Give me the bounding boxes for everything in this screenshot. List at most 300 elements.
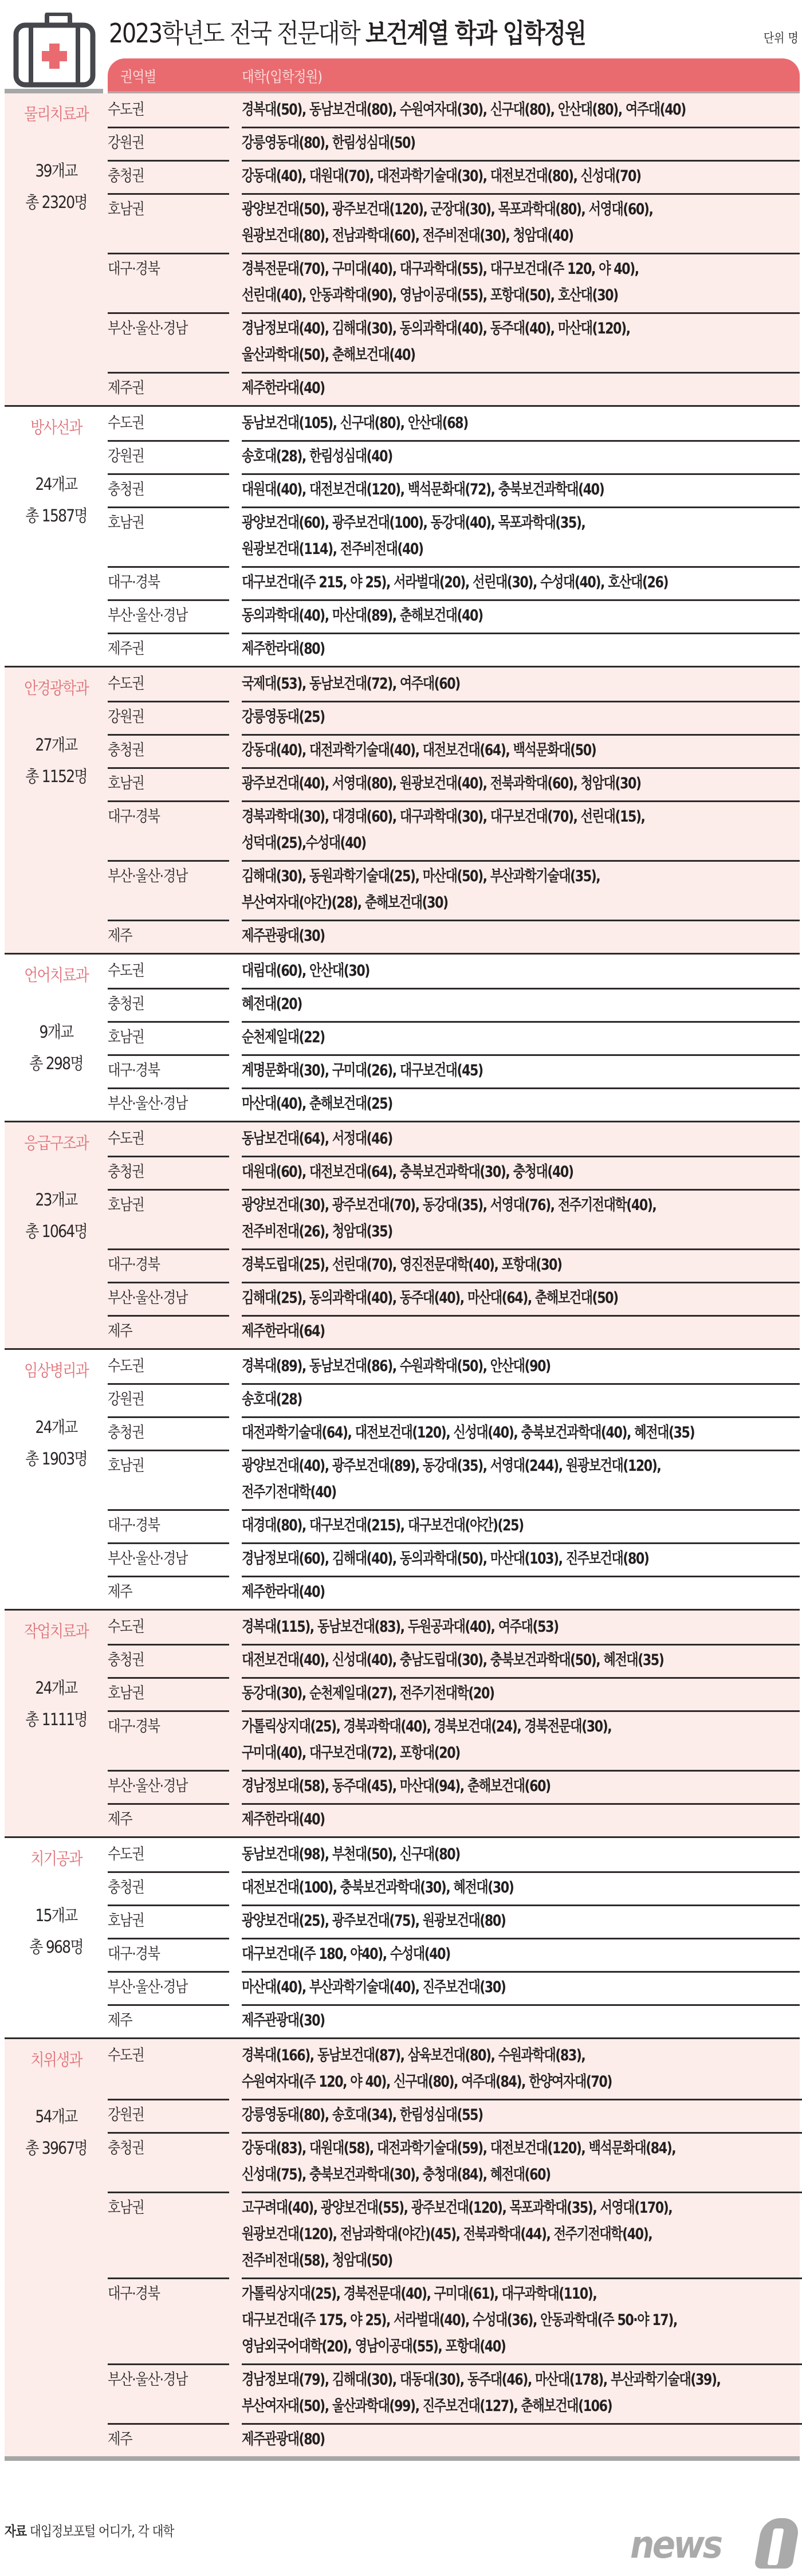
region-cell [108, 860, 242, 920]
university-list-line: 강동대(83), 대원대(58), 대전과학기술대(59), 대전보건대(120), 백석문화대(84), [242, 2139, 676, 2157]
university-cell [242, 800, 800, 860]
university-cell [242, 1871, 800, 1904]
title-area [0, 0, 802, 93]
region-cell [108, 1611, 242, 1644]
table-row [108, 1611, 800, 1644]
university-list-line: 경북과학대(30), 대경대(60), 대구과학대(30), 대구보건대(70), 선린대(15), [242, 808, 645, 826]
table-row [108, 566, 800, 599]
source-text: 대입정보포털 어디가, 각 대학 [29, 2523, 174, 2539]
region-cell [108, 920, 242, 953]
table-row [108, 2004, 800, 2037]
department-name: 치기공과 [30, 1849, 82, 1868]
university-cell [242, 1644, 800, 1677]
region-name: 호남권 [108, 1196, 144, 1214]
department-name: 방사선과 [30, 418, 82, 437]
table-row [108, 1383, 800, 1416]
region-name: 부산·울산·경남 [108, 1777, 188, 1795]
department-label [5, 667, 108, 953]
region-cell [108, 734, 242, 767]
region-name: 제주 [108, 2430, 132, 2448]
university-list-line: 동남보건대(105), 신구대(80), 안산대(68) [242, 414, 468, 432]
university-cell [242, 1189, 800, 1248]
school-count: 24개교 [35, 1417, 77, 1437]
enrollment-total: 총 1903명 [25, 1449, 87, 1468]
university-list-line: 마산대(40), 춘해보건대(25) [242, 1095, 392, 1113]
region-name: 충청권 [108, 1879, 144, 1896]
table-row [108, 599, 800, 633]
department-name: 언어치료과 [24, 965, 88, 985]
school-count: 15개교 [35, 1906, 77, 1925]
region-cell [108, 1938, 242, 1971]
university-list-line: 동남보건대(98), 부천대(50), 신구대(80) [242, 1845, 460, 1863]
region-cell [108, 1871, 242, 1904]
table-row [108, 988, 800, 1021]
university-list-line: 가톨릭상지대(25), 경북과학대(40), 경북보건대(24), 경북전문대(30), [242, 1718, 612, 1735]
school-count: 24개교 [35, 1678, 77, 1698]
region-name: 강원권 [108, 1391, 144, 1408]
department-name: 응급구조과 [24, 1133, 88, 1153]
region-cell [108, 1122, 242, 1156]
department-name: 치위생과 [30, 2050, 82, 2070]
region-name: 호남권 [108, 1912, 144, 1930]
university-list-line: 동의과학대(40), 마산대(89), 춘해보건대(40) [242, 607, 483, 625]
region-name: 충청권 [108, 2139, 144, 2157]
source-label: 자료 [5, 2523, 27, 2539]
first-aid-kit-icon [11, 13, 97, 88]
region-name: 대구·경북 [108, 1945, 160, 1963]
university-list-line: 광양보건대(30), 광주보건대(70), 동강대(35), 서영대(76), 전주기전대학(40), [242, 1196, 656, 1214]
region-cell [108, 1904, 242, 1938]
region-cell [108, 1350, 242, 1383]
university-list-line: 광주보건대(40), 서영대(80), 원광보건대(40), 전북과학대(60), 청암대(30) [242, 775, 641, 792]
region-cell [108, 1054, 242, 1087]
table-row [108, 1644, 800, 1677]
table-row [108, 1542, 800, 1576]
region-name: 강원권 [108, 134, 144, 152]
university-list-line: 전주기전대학(40) [242, 1483, 336, 1501]
region-cell [108, 1189, 242, 1248]
university-list-line: 광양보건대(25), 광주보건대(75), 원광보건대(80) [242, 1912, 506, 1930]
university-list-line: 제주한라대(40) [242, 1583, 325, 1601]
department-label [5, 1122, 108, 1348]
region-cell [108, 160, 242, 193]
table-row [108, 1509, 800, 1542]
department-label [5, 1611, 108, 1836]
table-row [108, 372, 800, 405]
region-name: 수도권 [108, 414, 144, 432]
department-name: 물리치료과 [24, 104, 88, 124]
department-block [5, 953, 800, 1121]
university-list-line: 경남정보대(60), 김해대(40), 동의과학대(50), 마산대(103), 진주보건대(80) [242, 1550, 649, 1568]
region-cell [108, 1156, 242, 1189]
university-list-line: 제주한라대(64) [242, 1322, 325, 1340]
university-list-line: 제주한라대(40) [242, 1811, 325, 1828]
news1-logo [630, 2518, 796, 2570]
university-cell [242, 160, 800, 193]
university-list-line: 부산여자대(50), 울산과학대(99), 진주보건대(127), 춘해보건대(106) [242, 2397, 612, 2415]
university-list-line: 영남외국어대학(20), 영남이공대(55), 포항대(40) [242, 2338, 506, 2355]
university-list-line: 부산여자대(야간)(28), 춘해보건대(30) [242, 894, 448, 912]
university-list-line: 강동대(40), 대원대(70), 대전과학기술대(30), 대전보건대(80), 신성대(70) [242, 167, 641, 185]
university-cell [242, 1938, 800, 1971]
university-cell [242, 1122, 800, 1156]
department-block [5, 1836, 800, 2037]
table-row [108, 701, 800, 734]
university-cell [242, 1087, 800, 1121]
region-cell [108, 127, 242, 160]
department-label [5, 955, 108, 1121]
university-cell [242, 1803, 800, 1836]
table-row [108, 1087, 800, 1121]
university-list-line: 신성대(75), 충북보건과학대(30), 충청대(84), 혜전대(60) [242, 2166, 551, 2184]
region-cell [108, 767, 242, 800]
region-cell [108, 1248, 242, 1282]
table-row [108, 506, 800, 566]
university-list-line: 김해대(25), 동의과학대(40), 동주대(40), 마산대(64), 춘해보건대(50) [242, 1289, 618, 1307]
table-row [108, 1282, 800, 1315]
university-cell [242, 955, 800, 988]
university-cell [242, 506, 800, 566]
logo-text: news [630, 2523, 721, 2567]
university-list-line: 김해대(30), 동원과학기술대(25), 마산대(50), 부산과학기술대(35), [242, 867, 600, 885]
university-list-line: 경복대(115), 동남보건대(83), 두원공과대(40), 여주대(53) [242, 1618, 559, 1636]
title-prefix: 2023학년도 전국 전문대학 [109, 18, 365, 49]
university-list-line: 대구보건대(주 180, 야40), 수성대(40) [242, 1945, 450, 1963]
region-cell [108, 988, 242, 1021]
region-cell [108, 1576, 242, 1609]
region-cell [108, 1021, 242, 1054]
region-name: 부산·울산·경남 [108, 1289, 188, 1307]
region-cell [108, 372, 242, 405]
school-count: 54개교 [35, 2107, 77, 2126]
table-row [108, 955, 800, 988]
table-row [108, 473, 800, 506]
enrollment-total: 총 2320명 [25, 193, 87, 212]
region-name: 대구·경북 [108, 1517, 160, 1534]
department-block [5, 405, 800, 666]
region-cell [108, 1838, 242, 1871]
university-list-line: 가톨릭상지대(25), 경북전문대(40), 구미대(61), 대구과학대(110), [242, 2285, 597, 2303]
table-row [108, 734, 800, 767]
region-name: 제주권 [108, 379, 144, 397]
region-cell [108, 506, 242, 566]
department-name: 임상병리과 [24, 1361, 88, 1380]
region-cell [108, 253, 242, 312]
region-name: 충청권 [108, 741, 144, 759]
university-cell [242, 372, 800, 405]
region-name: 충청권 [108, 481, 144, 498]
region-cell [108, 1770, 242, 1803]
department-label [5, 1838, 108, 2037]
university-cell [242, 633, 800, 666]
region-cell [108, 566, 242, 599]
university-list-line: 광양보건대(50), 광주보건대(120), 군장대(30), 목포과학대(80), 서영대(60), [242, 201, 653, 218]
university-list-line: 선린대(40), 안동과학대(90), 영남이공대(55), 포항대(50), 호산대(30) [242, 286, 618, 304]
region-name: 부산·울산·경남 [108, 1978, 188, 1996]
table-row [108, 440, 800, 473]
university-list-line: 국제대(53), 동남보건대(72), 여주대(60) [242, 675, 460, 693]
university-list-line: 강릉영동대(80), 한림성심대(50) [242, 134, 415, 152]
department-label [5, 407, 108, 666]
department-name: 작업치료과 [24, 1621, 88, 1641]
university-cell [242, 599, 800, 633]
university-cell [242, 1576, 800, 1609]
region-name: 호남권 [108, 2199, 144, 2217]
region-name: 호남권 [108, 775, 144, 792]
table-row [108, 312, 800, 372]
region-cell [108, 1971, 242, 2004]
university-list-line: 제주관광대(30) [242, 2012, 325, 2029]
region-name: 수도권 [108, 962, 144, 980]
university-cell [242, 1156, 800, 1189]
table-row [108, 633, 800, 666]
university-list-line: 경북도립대(25), 선린대(70), 영진전문대학(40), 포항대(30) [242, 1256, 562, 1274]
university-cell [242, 2099, 802, 2132]
university-list-line: 성덕대(25),수성대(40) [242, 834, 366, 852]
university-cell [242, 1509, 800, 1542]
region-name: 대구·경북 [108, 574, 160, 591]
university-cell [242, 473, 800, 506]
region-name: 수도권 [108, 2047, 144, 2064]
university-list-line: 원광보건대(114), 전주비전대(40) [242, 540, 423, 558]
region-name: 수도권 [108, 101, 144, 119]
region-name: 호남권 [108, 201, 144, 218]
icon-base-bar [5, 89, 103, 93]
region-cell [108, 1450, 242, 1509]
logo-mark-icon [754, 2518, 801, 2569]
department-block [5, 666, 800, 953]
university-cell [242, 440, 800, 473]
department-block [5, 2037, 800, 2461]
table-row [108, 800, 800, 860]
table-row [108, 1122, 800, 1156]
university-list-line: 고구려대(40), 광양보건대(55), 광주보건대(120), 목포과학대(35), 서영대(170), [242, 2199, 673, 2217]
table-row [108, 1350, 800, 1383]
region-cell [108, 2004, 242, 2037]
university-cell [242, 1450, 800, 1509]
table-row [108, 1156, 800, 1189]
university-cell [242, 1710, 800, 1770]
university-list-line: 구미대(40), 대구보건대(72), 포항대(20) [242, 1744, 460, 1762]
university-list-line: 대구보건대(주 175, 야 25), 서라벌대(40), 수성대(36), 안동과학대(주 50·야 17), [242, 2311, 677, 2329]
region-name: 부산·울산·경남 [108, 607, 188, 625]
table-row [108, 667, 800, 701]
university-list-line: 광양보건대(40), 광주보건대(89), 동강대(35), 서영대(244), 원광보건대(120), [242, 1457, 661, 1475]
table-row [108, 1416, 800, 1450]
university-cell [242, 2039, 802, 2099]
region-name: 호남권 [108, 1684, 144, 1702]
university-list-line: 전주비전대(26), 청암대(35) [242, 1223, 392, 1240]
region-name: 대구·경북 [108, 260, 160, 278]
table-row [108, 1710, 800, 1770]
university-list-line: 울산과학대(50), 춘해보건대(40) [242, 346, 415, 364]
university-cell [242, 734, 800, 767]
university-cell [242, 1904, 800, 1938]
department-name: 안경광학과 [24, 678, 88, 698]
region-name: 호남권 [108, 1028, 144, 1046]
university-list-line: 경복대(89), 동남보건대(86), 수원과학대(50), 안산대(90) [242, 1357, 551, 1375]
region-cell [108, 193, 242, 253]
region-name: 대구·경북 [108, 808, 160, 826]
university-cell [242, 127, 800, 160]
source-note [5, 2520, 174, 2540]
region-cell [108, 1416, 242, 1450]
region-cell [108, 2039, 242, 2099]
header-univ-col: 대학(입학정원) [242, 69, 323, 86]
university-cell [242, 2004, 800, 2037]
region-cell [108, 2423, 242, 2456]
region-name: 충청권 [108, 1651, 144, 1669]
region-name: 수도권 [108, 1357, 144, 1375]
region-name: 대구·경북 [108, 1256, 160, 1274]
region-name: 부산·울산·경남 [108, 867, 188, 885]
region-cell [108, 667, 242, 701]
region-cell [108, 312, 242, 372]
region-cell [108, 2363, 242, 2423]
university-cell [242, 1611, 800, 1644]
university-cell [242, 1282, 800, 1315]
school-count: 39개교 [35, 161, 77, 180]
university-list-line: 제주한라대(40) [242, 379, 325, 397]
university-cell [242, 1054, 800, 1087]
region-cell [108, 1803, 242, 1836]
table-row [108, 1677, 800, 1710]
table-row [108, 1770, 800, 1803]
region-cell [108, 473, 242, 506]
region-cell [108, 1315, 242, 1348]
department-block [5, 1348, 800, 1609]
table-row [108, 860, 800, 920]
region-name: 부산·울산·경남 [108, 1550, 188, 1568]
table-row [108, 127, 800, 160]
university-cell [242, 1838, 800, 1871]
department-label [5, 93, 108, 405]
region-name: 수도권 [108, 1845, 144, 1863]
university-list-line: 대전과학기술대(64), 대전보건대(120), 신성대(40), 충북보건과학대(40), 혜전대(35) [242, 1424, 695, 1442]
university-list-line: 대전보건대(100), 충북보건과학대(30), 혜전대(30) [242, 1879, 514, 1896]
enrollment-total: 총 1064명 [25, 1222, 87, 1241]
region-cell [108, 701, 242, 734]
table-row [108, 2099, 802, 2132]
university-cell [242, 667, 800, 701]
table-row [108, 1838, 800, 1871]
table-row [108, 1189, 800, 1248]
university-list-line: 원광보건대(80), 전남과학대(60), 전주비전대(30), 청암대(40) [242, 227, 573, 245]
enrollment-total: 총 1111명 [25, 1710, 87, 1729]
table-row [108, 2132, 802, 2192]
region-name: 대구·경북 [108, 1718, 160, 1735]
school-count: 24개교 [35, 474, 77, 494]
region-cell [108, 633, 242, 666]
region-name: 제주 [108, 1583, 132, 1601]
region-cell [108, 1644, 242, 1677]
table-row [108, 160, 800, 193]
university-cell [242, 2423, 802, 2456]
region-name: 수도권 [108, 1130, 144, 1148]
region-name: 충청권 [108, 1163, 144, 1181]
region-name: 제주권 [108, 640, 144, 658]
university-list-line: 강동대(40), 대전과학기술대(40), 대전보건대(64), 백석문화대(50) [242, 741, 596, 759]
region-name: 호남권 [108, 514, 144, 532]
university-list-line: 동강대(30), 순천제일대(27), 전주기전대학(20) [242, 1684, 494, 1702]
region-name: 호남권 [108, 1457, 144, 1475]
university-list-line: 제주관광대(80) [242, 2430, 325, 2448]
region-name: 부산·울산·경남 [108, 1095, 188, 1113]
table-row [108, 1054, 800, 1087]
region-name: 제주 [108, 1322, 132, 1340]
region-cell [108, 1383, 242, 1416]
university-list-line: 순천제일대(22) [242, 1028, 325, 1046]
university-cell [242, 1677, 800, 1710]
region-name: 제주 [108, 927, 132, 945]
table-row [108, 1315, 800, 1348]
university-list-line: 광양보건대(60), 광주보건대(100), 동강대(40), 목포과학대(35), [242, 514, 585, 532]
department-label [5, 2039, 108, 2456]
region-name: 충청권 [108, 1424, 144, 1442]
region-name: 대구·경북 [108, 1062, 160, 1079]
university-list-line: 경복대(50), 동남보건대(80), 수원여자대(30), 신구대(80), 안산대(80), 여주대(40) [242, 101, 686, 119]
university-list-line: 제주한라대(80) [242, 640, 325, 658]
page-title [109, 13, 585, 50]
university-list-line: 경북전문대(70), 구미대(40), 대구과학대(55), 대구보건대(주 120, 야 40), [242, 260, 639, 278]
title-emphasis: 보건계열 학과 입학정원 [365, 18, 585, 49]
department-label [5, 1350, 108, 1609]
university-list-line: 강릉영동대(25) [242, 708, 325, 726]
university-cell [242, 767, 800, 800]
university-list-line: 대구보건대(주 215, 야 25), 서라벌대(20), 선린대(30), 수성대(40), 호산대(26) [242, 574, 669, 591]
region-name: 수도권 [108, 675, 144, 693]
university-cell [242, 193, 800, 253]
enrollment-total: 총 3967명 [25, 2138, 87, 2158]
table-row [108, 2192, 802, 2277]
region-cell [108, 407, 242, 440]
university-cell [242, 1383, 800, 1416]
university-cell [242, 1021, 800, 1054]
department-block [5, 1609, 800, 1836]
region-name: 제주 [108, 1811, 132, 1828]
region-cell [108, 1282, 242, 1315]
table-row [108, 1938, 800, 1971]
university-cell [242, 1248, 800, 1282]
university-cell [242, 1971, 800, 2004]
university-list-line: 수원여자대(주 120, 야 40), 신구대(80), 여주대(84), 한양여자대(70) [242, 2073, 612, 2091]
region-name: 수도권 [108, 1618, 144, 1636]
university-cell [242, 1315, 800, 1348]
university-list-line: 전주비전대(58), 청암대(50) [242, 2252, 392, 2269]
enrollment-total: 총 1587명 [25, 506, 87, 525]
university-cell [242, 93, 800, 127]
table-row [108, 1576, 800, 1609]
region-name: 강원권 [108, 447, 144, 465]
region-cell [108, 1509, 242, 1542]
region-name: 충청권 [108, 995, 144, 1013]
school-count: 9개교 [39, 1022, 73, 1042]
table-row [108, 1904, 800, 1938]
university-list-line: 원광보건대(120), 전남과학대(야간)(45), 전북과학대(44), 전주기전대학(40), [242, 2225, 652, 2243]
table-row [108, 1021, 800, 1054]
enrollment-total: 총 968명 [29, 1937, 83, 1957]
region-cell [108, 1542, 242, 1576]
table-row [108, 1971, 800, 2004]
university-list-line: 경복대(166), 동남보건대(87), 삼육보건대(80), 수원과학대(83), [242, 2047, 585, 2064]
table-row [108, 2363, 802, 2423]
region-name: 강원권 [108, 2106, 144, 2124]
university-cell [242, 2277, 802, 2363]
university-cell [242, 860, 800, 920]
university-list-line: 대원대(60), 대전보건대(64), 충북보건과학대(30), 충청대(40) [242, 1163, 573, 1181]
university-list-line: 대경대(80), 대구보건대(215), 대구보건대(야간)(25) [242, 1517, 524, 1534]
school-count: 27개교 [35, 735, 77, 755]
